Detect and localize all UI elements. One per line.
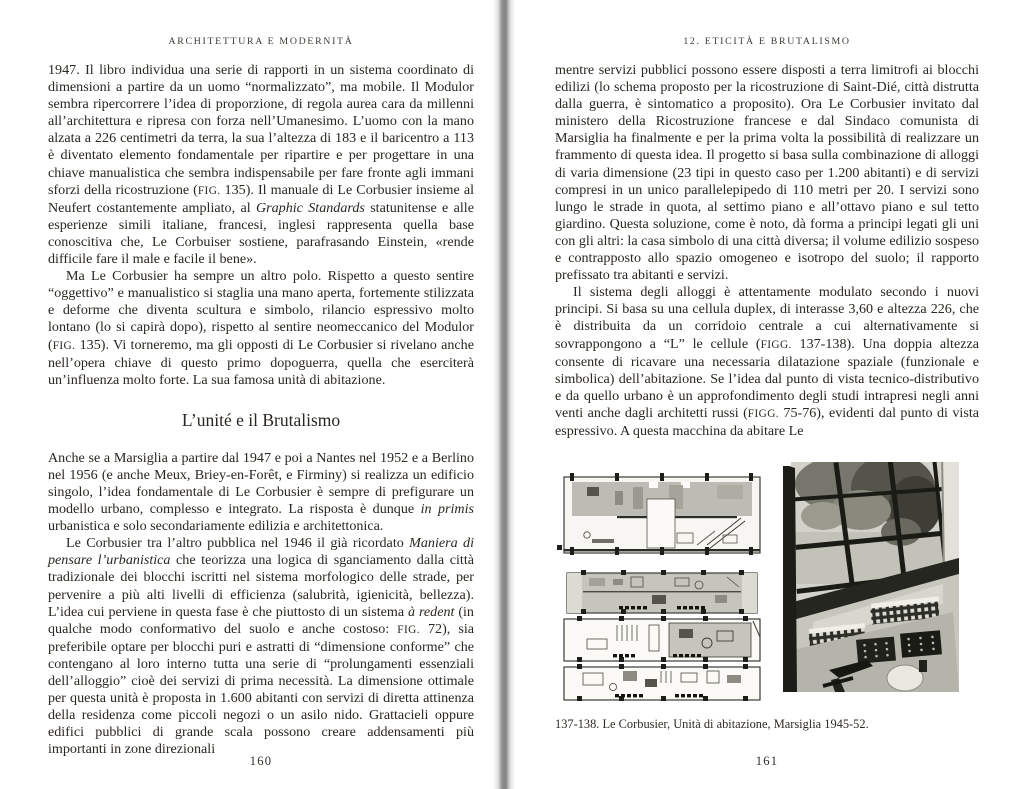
text-segment: Le Corbusier tra l’altro pubblica nel 1946 il già ricordato <box>66 535 410 552</box>
text-segment: FIG. <box>397 623 420 636</box>
paragraph <box>555 284 979 440</box>
paragraph <box>555 62 979 284</box>
figures-row <box>555 453 979 701</box>
text-segment: Il sistema degli alloggi è attentamente modulato secondo i nuovi principi. Si basa su una cellula duplex, di interasse 3,60 e altezza 226, che è distribuita da un corridoio centrale a cui alternativamente si sovrappongono a “L” le cellule ( <box>555 284 979 352</box>
paragraph-group-right <box>555 62 979 440</box>
text-segment: 135). Vi torneremo, ma gli opposti di Le Corbusier si rivelano anche nell’opera chiave di questo primo dopoguerra, quella che eserciterà un’influenza molto forte. La sua famosa unità di abitazione. <box>48 336 474 388</box>
text-segment: FIG. <box>197 184 221 197</box>
page-number-left: 160 <box>249 754 273 768</box>
paragraph-group-bottom <box>48 450 474 759</box>
text-segment: mentre servizi pubblici possono essere disposti a terra limitrofi ai blocchi edilizi (lo schema proposto per la ricostruzione di Saint-Dié, città distrutta dalla guerra, è sintomatico a proposito). Ora Le Corbusier invitato dal ministero della Ricostruzione francese e dal Sindaco comunista di Marsiglia ha finalmente e per la prima volta la possibilità di realizzare un frammento di questa idea. Il progetto si basa sulla combinazione di alloggi di varia dimensione (23 tipi in questo caso per 1.200 abitanti) e di servizi compresi in un unico parallelepipedo di 110 metri per 20. I servizi sono lungo le strade in quota, al settimo piano e all’ottavo piano e sul tetto giardino. Questa soluzione, come è noto, dà forma a principi legati gli uni con gli altri: la casa simbolo di una città diversa; il volume edilizio sospeso e contrapposto allo spazio omogeneo e isotropo del suolo; il rapporto prefissato tra abitanti e servizi. <box>555 62 979 284</box>
text-segment: à redent <box>408 603 455 620</box>
text-segment: FIGG. <box>747 407 779 420</box>
text-column-left <box>48 62 474 758</box>
text-segment: (in qualche modo conformativo del suolo e anche costoso: <box>48 603 474 637</box>
page-161 <box>515 0 1009 789</box>
text-segment: Anche se a Marsiglia a partire dal 1947 e poi a Nantes nel 1952 e a Berlino nel 1956 (e anche Meux, Briey-en-Forêt, e Firminy) si realizza un edificio singolo, l’idea fondamentale di Le Corbusier è sempre di prefigurare un modello urbano, complesso e integrato. La risposta è dunque <box>48 449 474 518</box>
book-gutter <box>493 0 515 789</box>
text-segment: 72), sia preferibile optare per blocchi puri e astratti di “dimensione conforme” che contengano al loro interno tutta una serie di “prolungamenti essenziali dell’alloggio” cioè dei servizi di prima necessità. La dimensione ottimale per questa unità è proposta in 1.600 abitanti con servizi di diretta attinenza della residenza come piccoli negozi o un asilo nido. Grattacieli oppure edifici pubblici di grande scala possono creare addensamenti più importanti in zone direzionali <box>48 620 474 758</box>
paragraph <box>48 62 474 268</box>
text-segment: 137-138). Una doppia altezza consente di ricavare una necessaria dilatazione spaziale (funzionale e simbolica) dell’abitazione. Se l’idea dal punto di vista tecnico-distributivo e da quello urbano è un approfondimento degli studi intrapresi negli anni venti anche dagli architetti russi ( <box>555 335 979 421</box>
text-segment: urbanistica e solo secondariamente edilizia e architettonica. <box>48 518 384 535</box>
page-number-right: 161 <box>755 754 779 768</box>
text-segment: FIGG. <box>760 338 792 351</box>
text-segment: 1947. Il libro individua una serie di rapporti in un sistema coordinato di dimensioni a partire da un uomo “normalizzato”, ma mobile. Il Modulor sembra ripercorrere l’idea di proporzione, di regola aurea cara da millenni all’architettura e ripresa con forza nell’Umanesimo. L’uomo con la mano alzata a 226 centimetri da terra, la sua l’altezza di 183 e il baricentro a 113 è diventato elemento fondamentale per ripartire e per progettare in una chiave manualistica che sembra indispensabile per fare fronte agli immani sforzi della ricostruzione ( <box>48 62 474 198</box>
figure-138-interior-photo <box>783 454 959 692</box>
text-segment: 75-76), evidenti dal punto di vista espressivo. A questa macchina da abitare Le <box>555 404 979 439</box>
figure-caption: 137-138. Le Corbusier, Unità di abitazione, Marsiglia 1945-52. <box>555 717 869 732</box>
text-segment: Ma Le Corbusier ha sempre un altro polo. Rispetto a questo sentire “oggettivo” e manualistico si staglia una mano aperta, fortemente stilizzata e deforme che diventa scultura e simbolo, rilancio espressivo molto lontano (lo si capirà dopo), rispetto al sentire neomeccanico del Modulor ( <box>48 268 474 353</box>
text-segment: FIG. <box>52 339 76 352</box>
text-segment: statunitense e alle esperienze simili italiane, francesi, inglesi rappresenta quella base conoscitiva che, Le Corbuiser sostiene, parafrasando Einstein, «rende difficile fare il male e facile il bene». <box>48 199 474 268</box>
text-segment: Graphic Standards <box>255 199 365 216</box>
figure-137-plans-drawing <box>557 461 770 701</box>
paragraph <box>48 268 474 389</box>
paragraph <box>48 450 474 535</box>
running-header-right: 12. ETICITÀ E BRUTALISMO <box>683 36 851 47</box>
paragraph <box>48 535 474 758</box>
text-segment: in primis <box>420 501 474 518</box>
text-segment: 135). Il manuale di Le Corbusier insieme al Neufert costantemente ampliato, al <box>48 181 474 216</box>
section-heading: L’unité e il Brutalismo <box>181 409 341 430</box>
text-segment: Maniera di pensare l’urbanistica <box>48 535 474 569</box>
text-column-right <box>555 62 979 732</box>
paragraph-group-top <box>48 62 474 389</box>
running-header-left: ARCHITETTURA E MODERNITÀ <box>168 36 354 47</box>
page-160 <box>0 0 493 789</box>
text-segment: che teorizza una logica di sganciamento dalla città tradizionale dei blocchi iscritti nel sistema morfologico delle strade, per pervenire a più alti livelli di efficienza (salubrità, igienicità, bellezza). L’idea cui perviene in questa fase è che piuttosto di un sistema <box>48 552 474 620</box>
